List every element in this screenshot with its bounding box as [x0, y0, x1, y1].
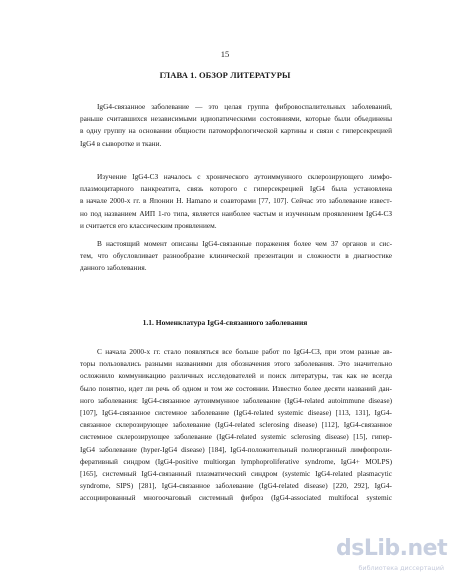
- paragraph-intro: [80, 101, 392, 150]
- text-line: раньше считавшихся независимыми идиопатическими состояниями, которые были объединены: [80, 114, 392, 124]
- text-line: в одну группу на основании общности патоморфологической картины и связи с гиперсекрецией: [80, 126, 392, 136]
- text-line: [165], системный IgG4-связанный плазматический синдром (systemic IgG4-related plasmacytic: [80, 469, 392, 479]
- text-line: С начала 2000-х гг. стало появляться все больше работ по IgG4-СЗ, при этом разные ав-: [97, 347, 392, 356]
- dslib-subtitle: библиотека диссертаций: [358, 564, 444, 572]
- text-line: тем, что обусловливает разнообразие клинической презентации и сложности в диагностике: [80, 251, 392, 261]
- text-line: и считается его классическим проявлением.: [80, 220, 217, 230]
- text-line: IgG4 в сыворотке и ткани.: [80, 138, 162, 148]
- text-line: IgG4 заболевание (hyper-IgG4 disease) [184], IgG4-положительный полиорганный лимфопроли-: [80, 444, 392, 454]
- chapter-title: ГЛАВА 1. ОБЗОР ЛИТЕРАТУРЫ: [159, 70, 291, 80]
- page-number: 15: [220, 49, 230, 59]
- text-line: Изучение IgG4-СЗ началось с хронического аутоиммунного склерозирующего лимфо-: [97, 172, 392, 181]
- text-line: [107], IgG4-связанное системное заболевание (IgG4-related systemic disease) [113, 131], IgG4-: [80, 408, 392, 418]
- text-line: связанное склерозирующее заболевание (IgG4-related sclerosing disease) [112], IgG4-связанное: [80, 420, 392, 430]
- text-line: IgG4-связанное заболевание — это целая группа фибровоспалительных заболеваний,: [97, 102, 392, 111]
- section-title: 1.1. Номенклатура IgG4-связанного заболевания: [142, 318, 308, 327]
- text-line: В настоящий момент описаны IgG4-связанные поражения более чем 37 органов и сис-: [97, 239, 392, 248]
- text-line: но под названием АИП 1-го типа, является наиболее частым и изученным проявлением IgG4-СЗ: [80, 208, 392, 218]
- dslib-watermark: [336, 536, 448, 576]
- text-line: ного заболевания: IgG4-связанное аутоиммунное заболевание (IgG4-related autoimmune disease): [80, 395, 392, 405]
- dslib-logo-text: dsLib.net: [336, 536, 448, 561]
- paragraph-nomenclature: [80, 346, 392, 505]
- text-line: в начале 2000-х гг. в Японии H. Hamano и соавторами [77, 107]. Сейчас это заболевание извест-: [80, 196, 392, 206]
- text-line: торы пользовались разными названиями для обозначения этого заболевания. Это значительно: [80, 359, 392, 369]
- text-line: системное склерозирующее заболевание (IgG4-related systemic sclerosing disease) [15], гипер-: [80, 432, 392, 442]
- dslib-logo: [336, 536, 448, 562]
- text-line: данного заболевания.: [80, 263, 147, 273]
- text-line: плазмоцитарного панкреатита, связь которого с гиперсекрецией IgG4 была установлена: [80, 184, 392, 194]
- text-line: осложнило коммуникацию различных исследователей и поиск литературы, так как не всегда: [80, 371, 392, 381]
- text-line: syndrome, SIPS) [281], IgG4-связанное заболевание (IgG4-related disease) [220, 292], IgG4-: [80, 481, 392, 491]
- text-line: феративный синдром (IgG4-positive multiorgan lymphoproliferative syndrome, IgG4+ MOLPS): [80, 456, 392, 466]
- paragraph-organs: [80, 238, 392, 275]
- text-line: было понятно, идет ли речь об одном и том же состоянии. Известно более десяти названий дан-: [80, 383, 392, 393]
- paragraph-history: [80, 171, 392, 232]
- text-line: ассоциированный многоочаговый системный фиброз (IgG4-associated multifocal systemic: [80, 493, 392, 503]
